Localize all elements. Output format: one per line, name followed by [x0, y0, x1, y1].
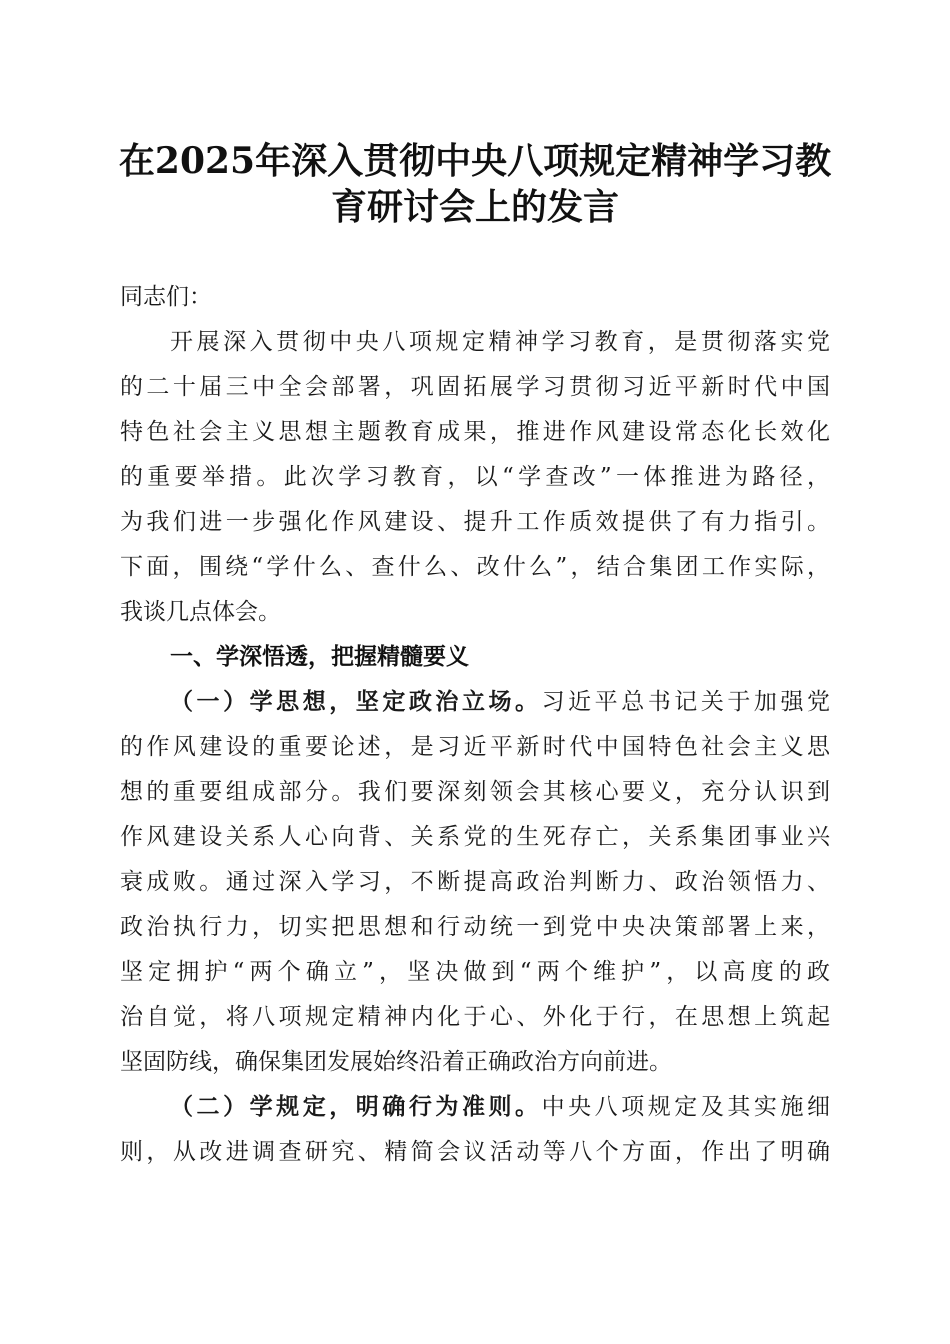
- intro-line: 的二十届三中全会部署，巩固拓展学习贯彻习近平新时代中国: [120, 374, 830, 400]
- body-line: 作风建设关系人心向背、关系党的生死存亡，关系集团事业兴: [120, 824, 830, 850]
- subsection-text: 中央八项规定及其实施细: [541, 1094, 831, 1120]
- body-line: 则，从改进调查研究、精简会议活动等八个方面，作出了明确: [120, 1139, 830, 1165]
- body-line: 想的重要组成部分。我们要深刻领会其核心要义，充分认识到: [120, 779, 830, 805]
- section-heading: 一、学深悟透，把握精髓要义: [170, 644, 469, 670]
- subsection-title: （二）学规定，明确行为准则。: [170, 1093, 542, 1120]
- body-line: 政治执行力，切实把思想和行动统一到党中央决策部署上来，: [120, 914, 830, 940]
- subsection-title: （一）学思想，坚定政治立场。: [170, 688, 542, 715]
- intro-line: 我谈几点体会。: [120, 599, 281, 625]
- body-line: 的作风建设的重要论述，是习近平新时代中国特色社会主义思: [120, 734, 830, 760]
- intro-line: 开展深入贯彻中央八项规定精神学习教育，是贯彻落实党: [170, 329, 830, 355]
- body-line: 坚定拥护“两个确立”，坚决做到“两个维护”，以高度的政: [120, 959, 830, 985]
- document-title-line-1: 在2025年深入贯彻中央八项规定精神学习教: [118, 140, 832, 182]
- subsection-text: 习近平总书记关于加强党: [541, 689, 831, 715]
- document-title-line-2: 育研讨会上的发言: [330, 186, 619, 228]
- intro-line: 为我们进一步强化作风建设、提升工作质效提供了有力指引。: [120, 509, 830, 535]
- salutation: 同志们：: [120, 284, 212, 310]
- intro-line: 下面，围绕“学什么、查什么、改什么”，结合集团工作实际，: [120, 554, 830, 580]
- intro-line: 的重要举措。此次学习教育，以“学查改”一体推进为路径，: [120, 464, 830, 490]
- body-line: 坚固防线，确保集团发展始终沿着正确政治方向前进。: [120, 1049, 672, 1075]
- subsection-first-line: [170, 687, 830, 717]
- intro-line: 特色社会主义思想主题教育成果，推进作风建设常态化长效化: [120, 419, 830, 445]
- body-line: 衰成败。通过深入学习，不断提高政治判断力、政治领悟力、: [120, 869, 830, 895]
- subsection-first-line: [170, 1092, 830, 1122]
- body-line: 治自觉，将八项规定精神内化于心、外化于行，在思想上筑起: [120, 1004, 830, 1030]
